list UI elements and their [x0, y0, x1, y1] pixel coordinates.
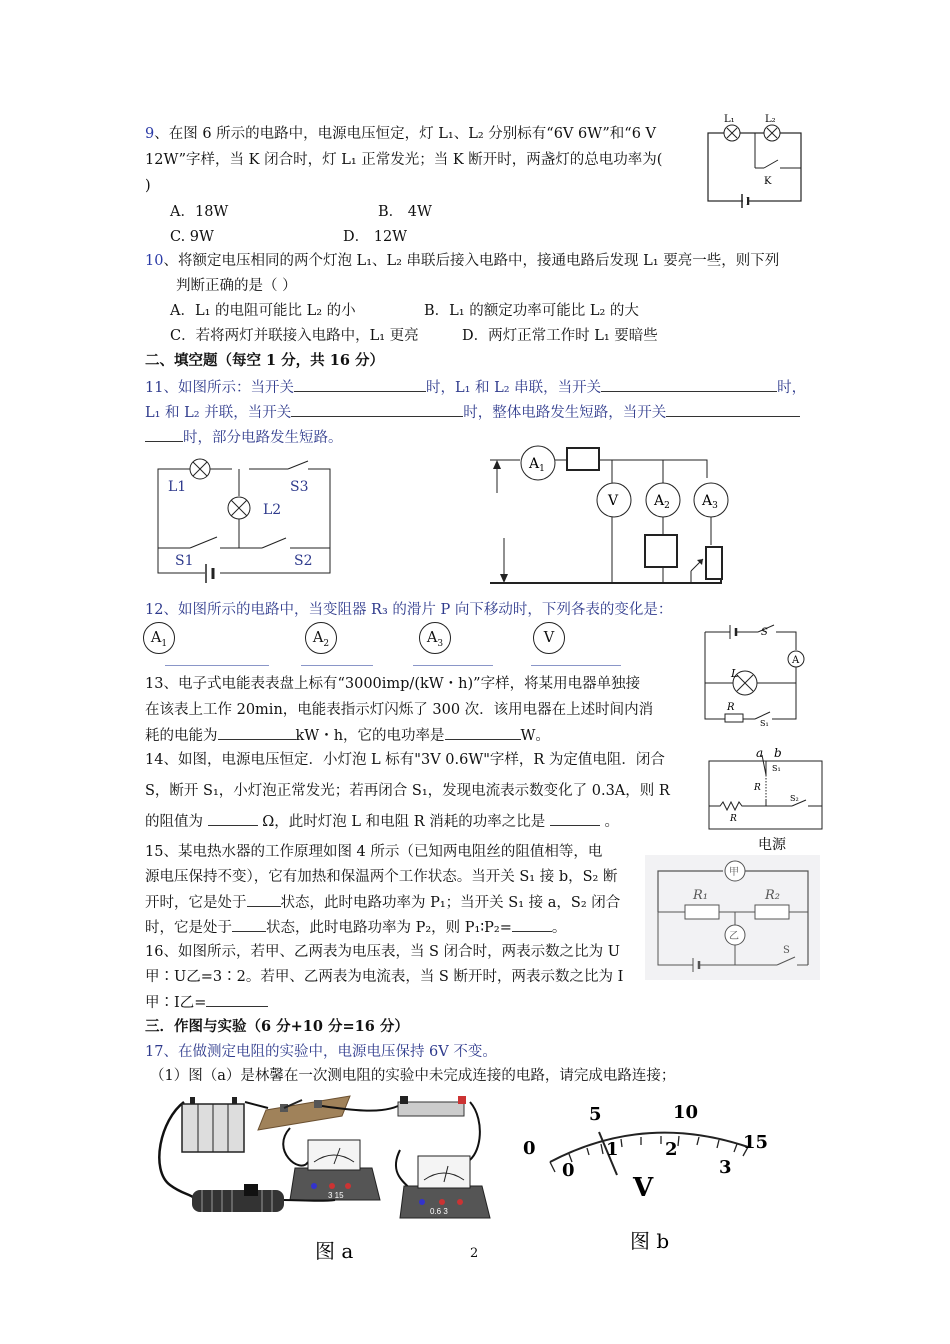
q9-option-a: A．18W: [170, 204, 229, 220]
q17-figure-b-voltmeter-scale: [515, 1092, 785, 1262]
q14-fig-power-label: 电源: [758, 837, 786, 853]
q12-meter-row: [143, 622, 703, 672]
q14-line3: [145, 811, 619, 832]
q14-circuit-diagram: [700, 745, 830, 855]
section-3-heading: 三．作图与实验（6 分+10 分=16 分）: [145, 1018, 409, 1035]
q9-option-d: D． 12W: [343, 229, 408, 245]
q15-line3: [145, 892, 620, 913]
q17-figure-a-caption: 图 a: [315, 1239, 354, 1263]
q14-blank-2[interactable]: [550, 811, 600, 826]
q16-line3: [145, 992, 268, 1013]
q11-blank-4a[interactable]: [666, 402, 800, 417]
q14-text-b: Ω，此时灯泡 L 和电阻 R 消耗的功率之比是: [262, 814, 546, 830]
q13-line1: 13、电子式电能表表盘上标有“3000imp/(kW・h)”字样，将某用电器单独接: [145, 676, 641, 692]
q11-text-c: 时，: [777, 380, 807, 396]
q12-meter-a3: $A_3$: [419, 622, 451, 654]
q15-blank-3[interactable]: [512, 917, 552, 932]
q11-fig1-s1-label: S1: [175, 553, 194, 569]
q15-text-a: 开时，它是处于: [145, 895, 247, 911]
q12-blank-a1[interactable]: [165, 665, 269, 666]
q16-line2: 甲∶U乙=3∶2。若甲、乙两表为电流表，当 S 断开时，两表示数之比为 I: [145, 969, 624, 985]
q15-blank-1[interactable]: [247, 892, 281, 907]
q9-fig-l2-label: L₂: [765, 114, 776, 125]
q15-line1: 15、某电热水器的工作原理如图 4 所示（已知两电阻丝的阻值相等，电: [145, 844, 603, 860]
q14-blank-1[interactable]: [208, 811, 258, 826]
q17-fig-b-top-0: 0: [523, 1138, 536, 1159]
q15-line4: [145, 917, 566, 938]
q14-fig-s2-label: S₂: [790, 794, 799, 803]
q9-line1: [145, 124, 656, 144]
q17-fig-b-bottom-1: 1: [606, 1139, 619, 1160]
q10-text-1: 、将额定电压相同的两个灯泡 L₁、L₂ 串联后接入电路中，接通电路后发现 L₁ 要亮一些，则下列: [163, 253, 780, 269]
q13-blank-1[interactable]: [218, 725, 296, 740]
q13-text-b: kW・h，它的电功率是: [295, 728, 445, 744]
q11-fig1-s3-label: S3: [290, 479, 309, 495]
q9-fig-l1-label: L₁: [724, 114, 735, 125]
q14-line2: S，断开 S₁，小灯泡正常发光；若再闭合 S₁，发现电流表示数变化了 0.3A，则 R: [145, 783, 670, 799]
q11-fig2-a3-label: $A_3$: [702, 493, 718, 511]
q14-fig-a-label: a: [756, 746, 764, 760]
q15-fig-s-label: S: [783, 945, 790, 956]
q17-meter1-scale-label: 3 15: [328, 1191, 344, 1200]
q11-text-e: 时，整体电路发生短路，当开关: [463, 405, 667, 421]
q15-fig-yi-label: 乙: [729, 931, 739, 942]
q11-text-f: 时，部分电路发生短路。: [183, 430, 343, 446]
q11-text-d: L₁ 和 L₂ 并联，当开关: [145, 405, 292, 421]
q15-fig-r1-label: R₁: [693, 888, 708, 903]
q12-line1: 12、如图所示的电路中，当变阻器 R₃ 的滑片 P 向下移动时，下列各表的变化是：: [145, 602, 673, 618]
q11-blank-4b[interactable]: [145, 427, 183, 442]
q12-fig-l-label: L: [731, 667, 739, 680]
q11-text-a: 11、如图所示：当开关: [145, 380, 294, 396]
q14-fig-b-label: b: [774, 746, 782, 760]
q14-fig-r-label: R: [754, 783, 761, 793]
q9-number: 9: [145, 126, 155, 142]
q17-fig-b-unit: V: [633, 1173, 654, 1203]
q9-circuit-diagram: [700, 108, 810, 208]
q13-blank-2[interactable]: [445, 725, 521, 740]
q10-option-a: A．L₁ 的电阻可能比 L₂ 的小: [170, 303, 356, 319]
q11-fig2-v-label: V: [608, 493, 619, 509]
q14-text-c: 。: [604, 814, 619, 830]
q14-fig-r2-label: R: [730, 814, 737, 824]
q15-text-e: 。: [551, 920, 567, 936]
q17-figure-b-caption: 图 b: [630, 1229, 670, 1253]
q12-fig-s-label: S: [761, 627, 768, 638]
q9-fig-k-label: K: [764, 176, 772, 187]
q12-fig-a-label: A: [792, 655, 800, 666]
q17-fig-b-bottom-2: 2: [665, 1139, 678, 1160]
q11-line3: [145, 427, 343, 448]
q16-line1: 16、如图所示，若甲、乙两表为电压表，当 S 闭合时，两表示数之比为 U: [145, 944, 620, 960]
q9-line3: ): [145, 178, 151, 194]
q16-text-a: 甲∶I乙=: [145, 995, 207, 1011]
q17-fig-b-bottom-0: 0: [562, 1160, 575, 1181]
q11-fig1-l1-label: L1: [168, 479, 187, 495]
q15-text-d: 状态，此时电路功率为 P₂，则 P₁∶P₂=: [266, 920, 512, 936]
q9-line2: 12W”字样，当 K 闭合时，灯 L₁ 正常发光；当 K 断开时，两盏灯的总电功率为(: [145, 152, 663, 168]
q14-text-a: 的阻值为: [145, 814, 203, 830]
q15-fig-jia-label: 甲: [729, 867, 739, 878]
q17-fig-b-bottom-3: 3: [719, 1157, 732, 1178]
q17-fig-b-top-5: 5: [589, 1104, 602, 1125]
q17-line1: 17、在做测定电阻的实验中，电源电压保持 6V 不变。: [145, 1044, 497, 1060]
q12-circuit-diagram: [700, 622, 810, 727]
q9-option-c: C. 9W: [170, 229, 214, 245]
q9-option-b: B． 4W: [378, 204, 432, 220]
q14-line1: 14、如图，电源电压恒定．小灯泡 L 标有"3V 0.6W"字样，R 为定值电阻．闭合: [145, 752, 665, 768]
section-2-heading: 二、填空题（每空 1 分，共 16 分）: [145, 352, 384, 369]
q12-meter-a1: $A_1$: [143, 622, 175, 654]
q10-number: 10: [145, 253, 164, 269]
q10-line1: [145, 251, 779, 271]
q17-figure-a-apparatus: [150, 1090, 500, 1265]
q11-blank-3[interactable]: [291, 402, 463, 417]
q11-fig1-l2-label: L2: [263, 502, 282, 518]
q11-circuit-diagram-1: [150, 455, 340, 585]
q12-fig-r-label: R: [727, 702, 735, 713]
q17-meter2-scale-label: 0.6 3: [430, 1207, 448, 1216]
q11-fig2-a1-label: $A_1$: [529, 456, 545, 474]
q15-q16-circuit-diagram: [645, 855, 820, 980]
q13-text-a: 耗的电能为: [145, 728, 218, 744]
q10-option-d: D．两灯正常工作时 L₁ 要暗些: [462, 328, 658, 344]
q11-blank-1[interactable]: [294, 377, 426, 392]
q11-blank-2[interactable]: [601, 377, 777, 392]
q11-text-b: 时，L₁ 和 L₂ 串联，当开关: [425, 380, 602, 396]
q12-blank-v[interactable]: [531, 665, 621, 666]
q9-text-1: 、在图 6 所示的电路中，电源电压恒定，灯 L₁、L₂ 分别标有“6V 6W”和“6 V: [154, 126, 657, 142]
q17-fig-b-top-10: 10: [673, 1102, 699, 1123]
q14-fig-s1-label: S₁: [772, 764, 781, 773]
q17-line2: （1）图（a）是林馨在一次测电阻的实验中未完成连接的电路，请完成电路连接；: [150, 1068, 676, 1084]
q10-option-b: B．L₁ 的额定功率可能比 L₂ 的大: [424, 303, 639, 319]
q15-line2: 源电压保持不变），它有加热和保温两个工作状态。当开关 S₁ 接 b，S₂ 断: [145, 869, 618, 885]
q12-meter-a2: $A_2$: [305, 622, 337, 654]
q10-option-c: C．若将两灯并联接入电路中，L₁ 更亮: [170, 328, 419, 344]
q13-line2: 在该表上工作 20min，电能表指示灯闪烁了 300 次．该用电器在上述时间内消: [145, 702, 654, 718]
q11-circuit-diagram-2: [485, 443, 745, 593]
q13-text-c: W。: [520, 728, 550, 744]
q17-fig-b-top-15: 15: [743, 1132, 769, 1153]
q15-fig-r2-label: R₂: [765, 888, 780, 903]
q12-blank-a3[interactable]: [413, 665, 493, 666]
q11-line2: [145, 402, 800, 423]
q11-fig2-a2-label: $A_2$: [654, 493, 670, 511]
page-number: 2: [470, 1246, 479, 1261]
q16-blank-1[interactable]: [206, 992, 268, 1007]
q15-text-c: 时，它是处于: [145, 920, 232, 936]
q11-line1: [145, 377, 806, 398]
q15-text-b: 状态，此时电路功率为 P₁；当开关 S₁ 接 a，S₂ 闭合: [280, 895, 621, 911]
q10-line2: 判断正确的是（ ）: [176, 278, 297, 294]
q13-line3: [145, 725, 550, 746]
q12-blank-a2[interactable]: [301, 665, 373, 666]
q15-blank-2[interactable]: [232, 917, 266, 932]
q12-fig-s1-label: S₁: [760, 719, 769, 727]
q11-fig1-s2-label: S2: [294, 553, 313, 569]
q12-meter-v: V: [533, 622, 565, 654]
